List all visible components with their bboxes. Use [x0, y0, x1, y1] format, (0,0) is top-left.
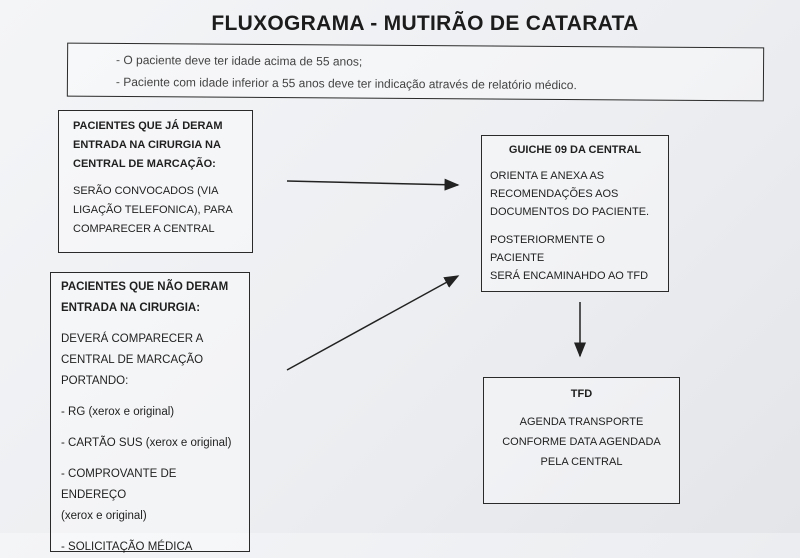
guiche-body-line-2: RECOMENDAÇÕES AOS: [490, 188, 619, 200]
document-rg: - RG (xerox e original): [61, 406, 175, 418]
guiche-heading: GUICHE 09 DA CENTRAL: [508, 144, 642, 156]
document-comprovante-note: (xerox e original): [61, 510, 147, 522]
not-entered-body-line-3: PORTANDO:: [61, 375, 129, 387]
document-solicitacao: - SOLICITAÇÃO MÉDICA: [61, 541, 193, 553]
tfd-body-line-3: PELA CENTRAL: [540, 456, 623, 468]
requirement-age: - O paciente deve ter idade acima de 55 anos;: [116, 52, 363, 69]
arrow-entered-to-guiche: [287, 181, 458, 185]
entered-heading-line-2: ENTRADA NA CIRURGIA NA: [73, 139, 221, 151]
not-entered-heading-line-1: PACIENTES QUE NÃO DERAM: [61, 281, 229, 293]
guiche-body-line-3: DOCUMENTOS DO PACIENTE.: [490, 206, 650, 218]
entered-body-line-1: SERÃO CONVOCADOS (VIA: [73, 185, 219, 197]
not-entered-body-line-1: DEVERÁ COMPARECER A: [61, 333, 204, 345]
entered-body-line-3: COMPARECER A CENTRAL: [73, 223, 215, 235]
entered-body-line-2: LIGAÇÃO TELEFONICA), PARA: [73, 204, 233, 216]
not-entered-body-line-2: CENTRAL DE MARCAÇÃO: [61, 354, 204, 366]
document-comprovante: - COMPROVANTE DE ENDEREÇO: [61, 468, 177, 501]
diagram-title: FLUXOGRAMA - MUTIRÃO DE CATARATA: [211, 12, 639, 35]
guiche-body-line-5: SERÁ ENCAMINAHDO AO TFD: [490, 270, 649, 282]
tfd-heading: TFD: [570, 388, 593, 400]
entered-heading-line-3: CENTRAL DE MARCAÇÃO:: [73, 158, 216, 170]
entered-heading-line-1: PACIENTES QUE JÁ DERAM: [73, 120, 223, 132]
guiche-body-line-1: ORIENTA E ANEXA AS: [490, 170, 605, 182]
tfd-body-line-2: CONFORME DATA AGENDADA: [502, 436, 661, 448]
arrow-not-entered-to-guiche: [287, 276, 458, 370]
document-cartao-sus: - CARTÃO SUS (xerox e original): [61, 437, 232, 449]
not-entered-heading-line-2: ENTRADA NA CIRURGIA:: [61, 302, 201, 314]
guiche-body-line-4: POSTERIORMENTE O PACIENTE: [490, 234, 605, 264]
tfd-body-line-1: AGENDA TRANSPORTE: [519, 416, 644, 428]
requirement-medical-report: - Paciente com idade inferior a 55 anos deve ter indicação através de relatório médico.: [115, 74, 577, 93]
